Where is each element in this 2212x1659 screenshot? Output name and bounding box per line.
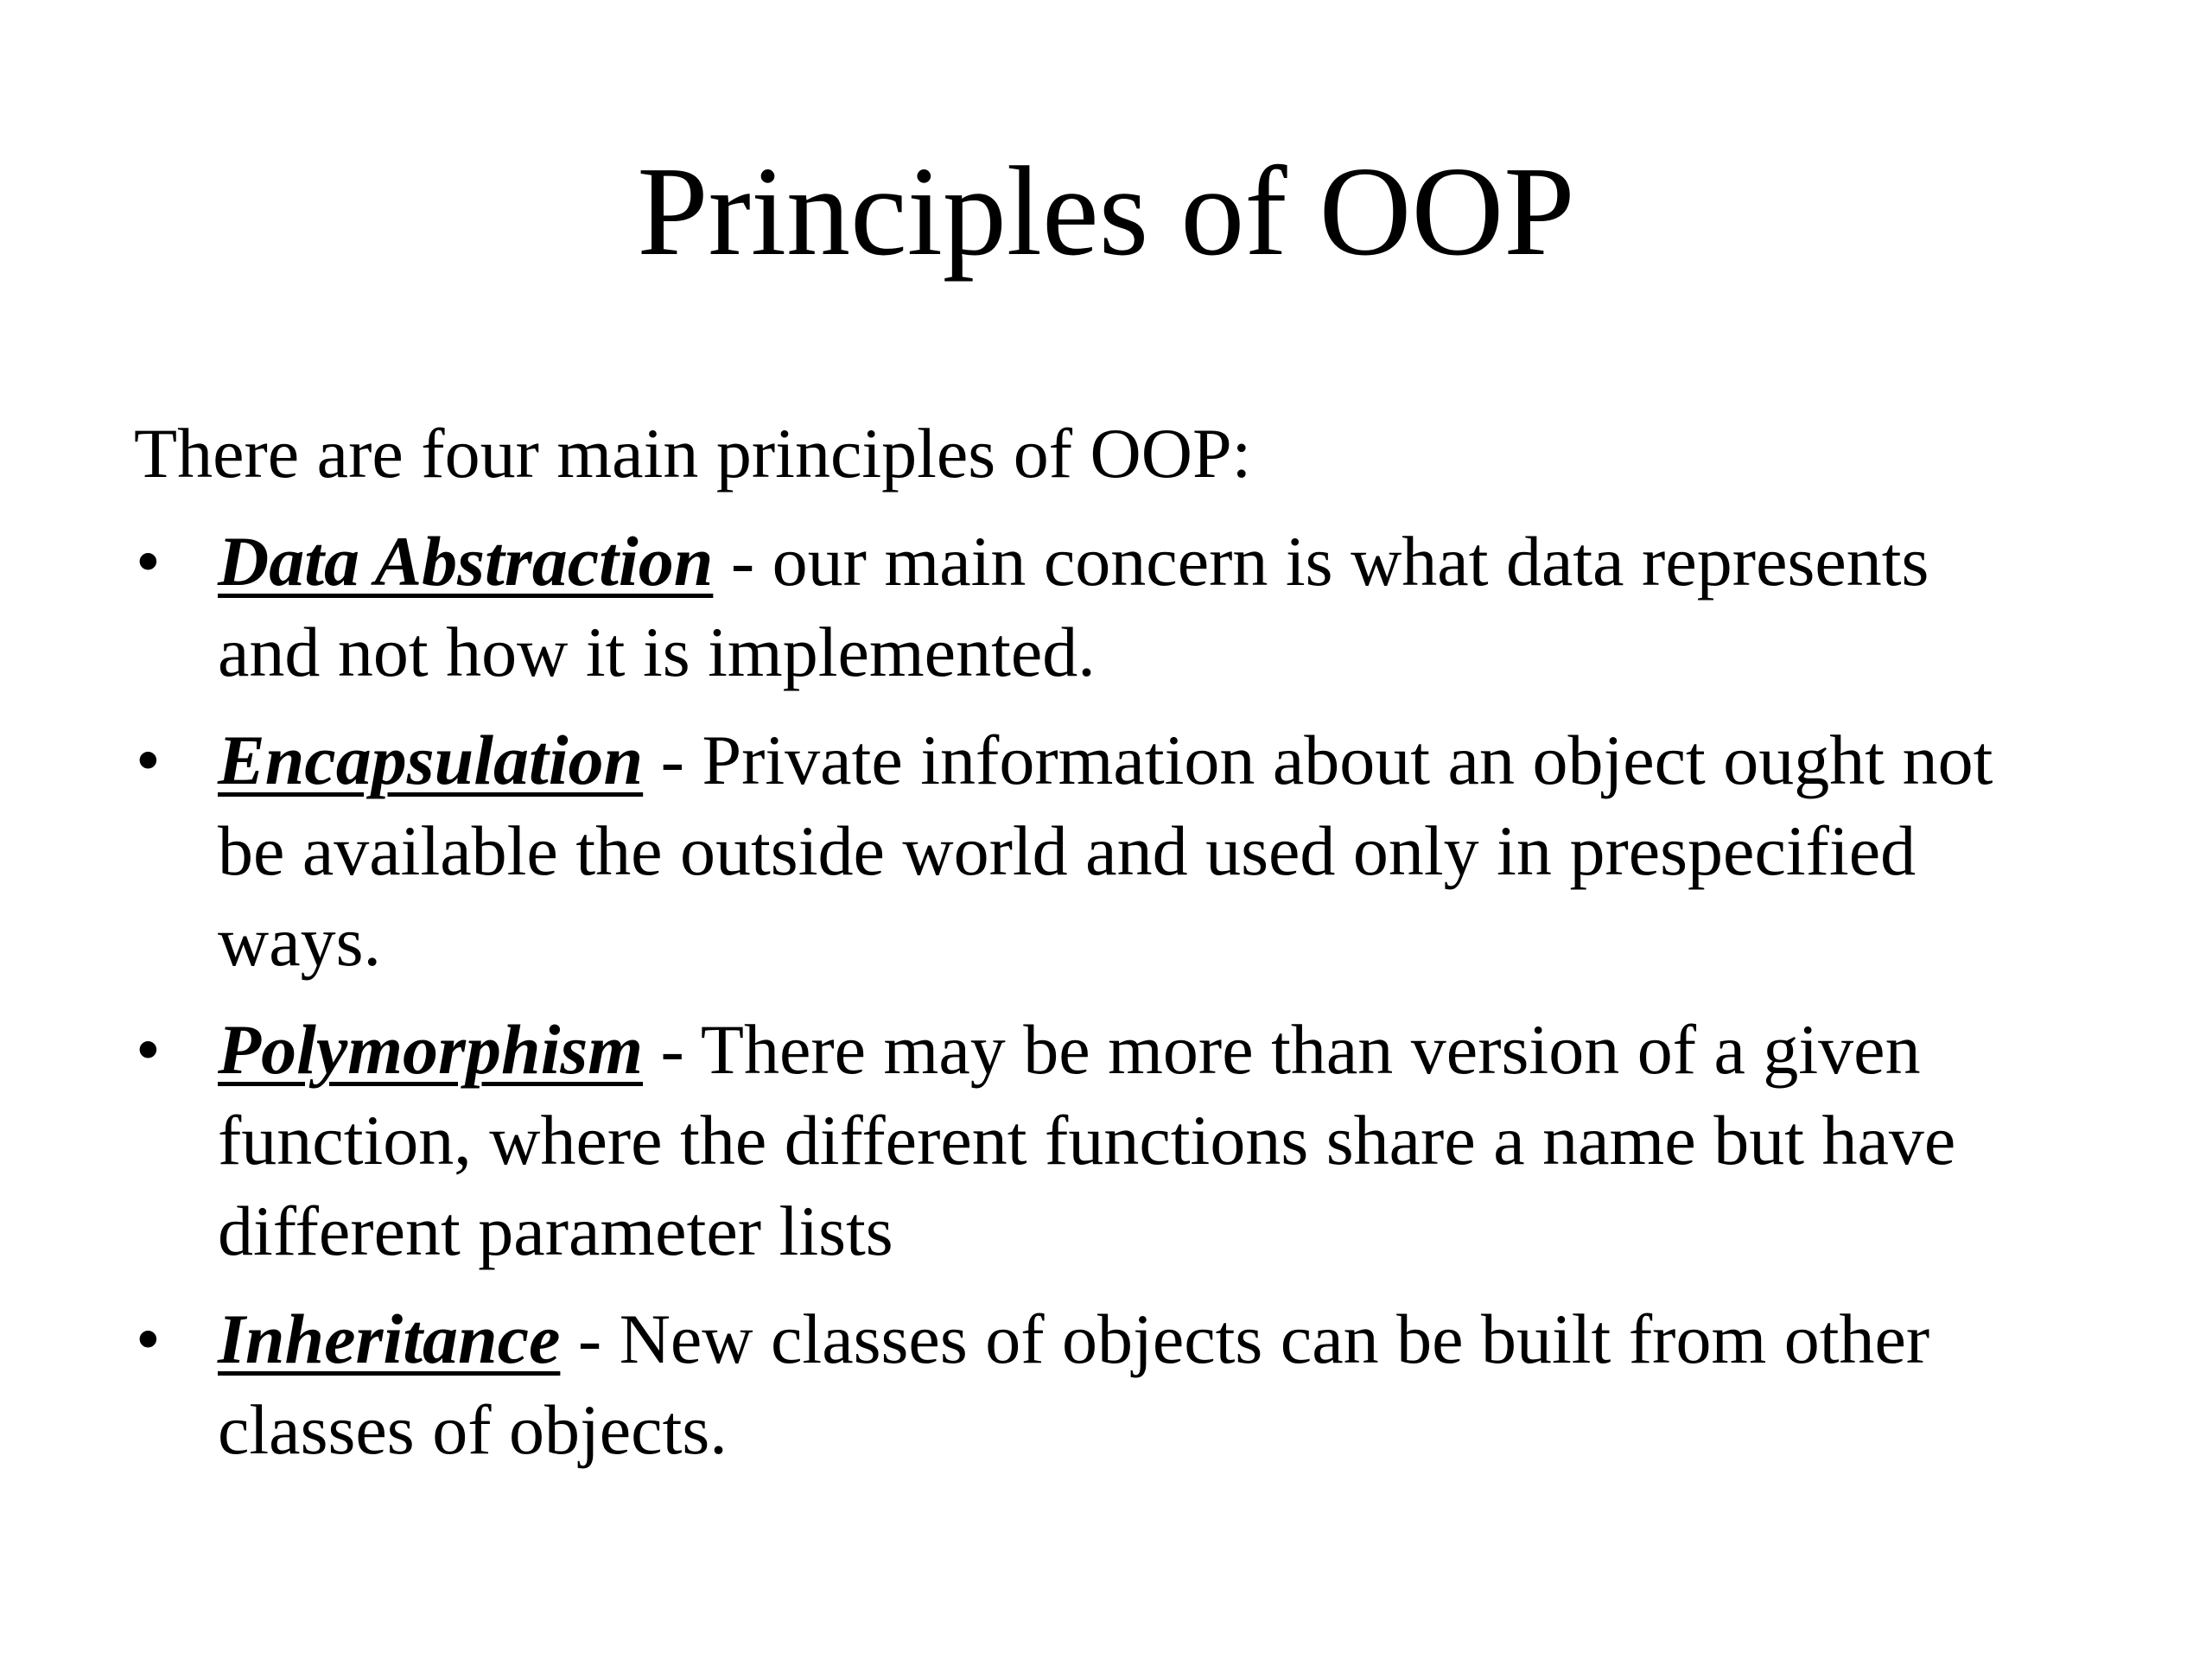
term-data-abstraction: Data Abstraction	[218, 522, 714, 601]
definition-text: - There may be more than version of a given	[643, 1010, 1921, 1089]
slide-body	[134, 408, 2121, 1492]
term-inheritance: Inheritance	[218, 1300, 561, 1378]
bullet-icon: •	[136, 522, 161, 601]
bullet-line: ways.	[218, 902, 382, 981]
definition-text: - our main concern is what data represents	[713, 522, 1929, 601]
bullet-line: function, where the different functions share a name but have	[218, 1101, 1956, 1179]
list-item-encapsulation	[134, 715, 2101, 987]
principles-list	[134, 516, 2121, 1475]
intro-text: There are four main principles of OOP:	[134, 414, 1252, 493]
bullet-icon: •	[136, 1010, 161, 1089]
bullet-line	[218, 715, 2101, 805]
term-polymorphism: Polymorphism	[218, 1010, 644, 1089]
list-item-polymorphism	[134, 1004, 2101, 1276]
bullet-line: be available the outside world and used only in prespecified	[218, 811, 1916, 890]
bullet-line	[218, 516, 2101, 607]
bullet-line: different parameter lists	[218, 1192, 893, 1270]
bullet-icon: •	[136, 1300, 161, 1378]
term-encapsulation: Encapsulation	[218, 721, 644, 799]
bullet-icon: •	[136, 721, 161, 799]
bullet-line: and not how it is implemented.	[218, 613, 1096, 691]
bullet-line	[218, 1294, 2101, 1384]
slide-title: Principles of OOP	[637, 141, 1575, 283]
bullet-line: classes of objects.	[218, 1390, 728, 1469]
definition-text: - New classes of objects can be built from other	[560, 1300, 1930, 1378]
bullet-line	[218, 1004, 2101, 1095]
list-item-data-abstraction	[134, 516, 2101, 697]
definition-text: - Private information about an object ought not	[643, 721, 1993, 799]
list-item-inheritance	[134, 1294, 2101, 1475]
